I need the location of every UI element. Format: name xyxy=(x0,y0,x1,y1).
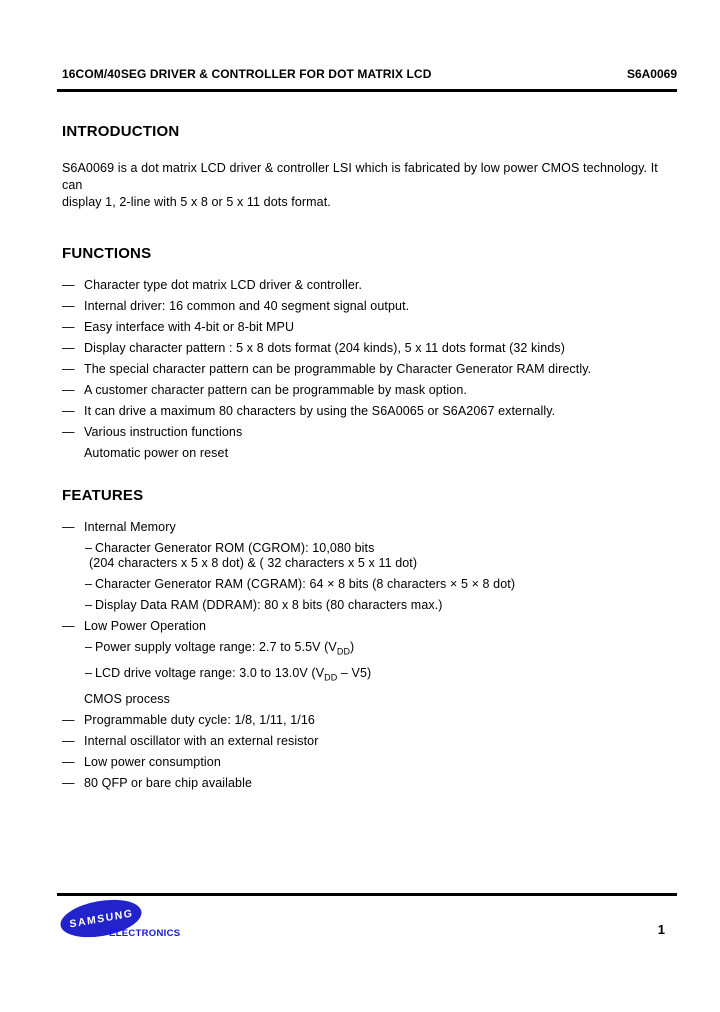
list-item xyxy=(62,298,677,315)
bullet-dash: — xyxy=(62,520,75,534)
list-item xyxy=(62,361,677,378)
list-item-text: Display Data RAM (DDRAM): 80 x 8 bits (80 characters max.) xyxy=(95,598,443,612)
list-item xyxy=(62,712,677,729)
list-item-text: Programmable duty cycle: 1/8, 1/11, 1/16 xyxy=(84,713,315,727)
list-item xyxy=(62,618,677,635)
list-item xyxy=(85,665,677,682)
bullet-dash: — xyxy=(62,362,75,376)
list-item-text: Low power consumption xyxy=(84,755,221,769)
bullet-dash: – xyxy=(85,577,93,591)
samsung-logo-text: SAMSUNG xyxy=(68,906,134,931)
introduction-paragraph xyxy=(62,160,662,211)
list-item-text: Internal driver: 16 common and 40 segment signal output. xyxy=(84,299,410,313)
bullet-dash: — xyxy=(62,425,75,439)
list-item-text: Various instruction functions xyxy=(84,425,243,439)
list-item xyxy=(62,519,677,536)
list-item-text: Internal oscillator with an external resistor xyxy=(84,734,319,748)
list-item-text: Easy interface with 4-bit or 8-bit MPU xyxy=(84,320,295,334)
list-item-text: Low Power Operation xyxy=(84,619,207,633)
bullet-dash: – xyxy=(85,541,93,555)
bullet-dash: — xyxy=(62,320,75,334)
bullet-dash: — xyxy=(62,776,75,790)
features-heading: FEATURES xyxy=(62,487,144,504)
bullet-dash: — xyxy=(62,404,75,418)
list-item xyxy=(85,639,677,656)
list-item xyxy=(62,424,677,441)
list-item-text: It can drive a maximum 80 characters by using the S6A0065 or S6A2067 externally. xyxy=(84,404,556,418)
list-item xyxy=(62,403,677,420)
samsung-electronics-label: ELECTRONICS xyxy=(109,928,181,939)
list-item xyxy=(62,340,677,357)
list-item xyxy=(85,576,677,593)
bullet-dash: — xyxy=(62,383,75,397)
bullet-dash: – xyxy=(85,598,93,612)
list-item-text: A customer character pattern can be programmable by mask option. xyxy=(84,383,467,397)
list-item-text: Power supply voltage range: 2.7 to 5.5V $(V_{DD})$ xyxy=(95,640,355,657)
functions-heading: FUNCTIONS xyxy=(62,245,152,262)
list-item-text: 80 QFP or bare chip available xyxy=(84,776,253,790)
list-item-text: CMOS process xyxy=(84,692,170,706)
list-item xyxy=(85,597,677,614)
list-item-text: Internal Memory xyxy=(84,520,176,534)
bullet-dash: – xyxy=(85,666,93,680)
page-header xyxy=(57,68,677,92)
bullet-dash: — xyxy=(62,341,75,355)
header-part-number: S6A0069 xyxy=(626,67,677,81)
footer-rule xyxy=(57,893,677,896)
list-item xyxy=(84,691,677,708)
paragraph-line: display 1, 2-line with 5 x 8 or 5 x 11 dots format. xyxy=(62,195,331,209)
list-item-text: Display character pattern : 5 x 8 dots format (204 kinds), 5 x 11 dots format (32 kinds) xyxy=(84,341,565,355)
list-item xyxy=(84,445,677,462)
list-item-text: Character type dot matrix LCD driver & controller. xyxy=(84,278,363,292)
introduction-heading: INTRODUCTION xyxy=(62,123,180,140)
list-item xyxy=(62,277,677,294)
bullet-dash: – xyxy=(85,640,93,654)
list-item-text: Character Generator ROM (CGROM): 10,080 bits xyxy=(95,541,375,555)
features-list xyxy=(62,519,677,792)
bullet-dash: — xyxy=(62,619,75,633)
paragraph-line: S6A0069 is a dot matrix LCD driver & controller LSI which is fabricated by low power CMOS technology. It can xyxy=(62,161,658,192)
list-item xyxy=(62,733,677,750)
page-footer xyxy=(57,893,677,953)
bullet-dash: — xyxy=(62,713,75,727)
list-item-text: Automatic power on reset xyxy=(84,446,229,460)
page-number: 1 xyxy=(657,922,665,937)
functions-list xyxy=(62,277,677,462)
list-item xyxy=(89,555,677,572)
bullet-dash: — xyxy=(62,734,75,748)
header-title: 16COM/40SEG DRIVER & CONTROLLER FOR DOT MATRIX LCD xyxy=(62,67,432,81)
list-item-text: The special character pattern can be programmable by Character Generator RAM directly. xyxy=(84,362,592,376)
list-item-text: (204 characters x 5 x 8 dot) & ( 32 characters x 5 x 11 dot) xyxy=(89,556,418,570)
list-item xyxy=(62,754,677,771)
bullet-dash: — xyxy=(62,755,75,769)
bullet-dash: — xyxy=(62,299,75,313)
list-item xyxy=(62,775,677,792)
list-item-text: Character Generator RAM (CGRAM): 64 × 8 bits (8 characters × 5 × 8 dot) xyxy=(95,577,516,591)
list-item xyxy=(62,319,677,336)
list-item xyxy=(62,382,677,399)
list-item-text: LCD drive voltage range: 3.0 to 13.0V $(V_{DD} - V5)$ xyxy=(95,666,372,683)
bullet-dash: — xyxy=(62,278,75,292)
